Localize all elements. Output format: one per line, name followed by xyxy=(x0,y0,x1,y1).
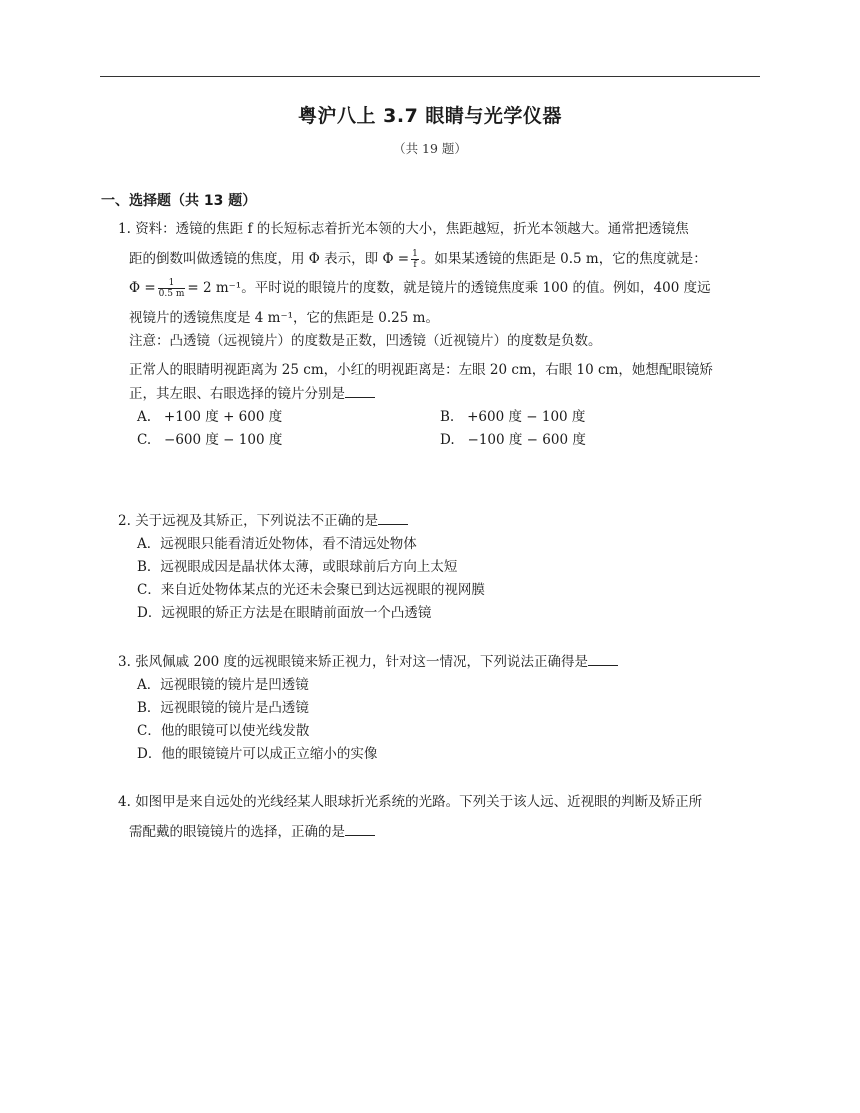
option-c[interactable]: C．他的眼镜可以使光线发散 xyxy=(137,723,310,739)
option-b[interactable]: B．远视眼镜的镜片是凸透镜 xyxy=(137,700,309,716)
answer-blank[interactable] xyxy=(345,383,375,398)
q2-stem: 2. 关于远视及其矫正，下列说法不正确的是 xyxy=(118,510,762,533)
question-3 xyxy=(118,651,762,766)
section-heading: 一、选择题（共 13 题） xyxy=(101,193,257,209)
q1-line-1: 1. 资料：透镜的焦距 f 的长短标志着折光本领的大小，焦距越短，折光本领越大。通常把透镜焦 xyxy=(118,221,689,237)
question-2 xyxy=(118,510,762,625)
option-a[interactable]: A. +100 度 + 600 度 xyxy=(137,408,283,425)
q4-line-1: 4. 如图甲是来自远处的光线经某人眼球折光系统的光路。下列关于该人远、近视眼的判断及矫正所 xyxy=(118,794,703,810)
q1-line-2: 距的倒数叫做透镜的焦度，用 Φ 表示，即 Φ = $\frac{1}{f}$ 。如果某透镜的焦距是 0.5 m，它的焦度就是： xyxy=(129,248,707,270)
q1-line-3: Φ = $\frac{1}{0.5 m}$ = 2 m⁻¹。平时说的眼镜片的度数，就是镜片的透镜焦度乘 100 的值。例如，400 度远 xyxy=(129,278,711,299)
question-4 xyxy=(118,788,762,847)
option-c[interactable]: C. −600 度 − 100 度 xyxy=(137,431,283,448)
option-a[interactable]: A．远视眼镜的镜片是凹透镜 xyxy=(137,677,309,693)
fraction-1-over-f: $\frac{1}{f}$ xyxy=(412,248,418,270)
answer-blank[interactable] xyxy=(378,510,408,525)
option-d[interactable]: D．他的眼镜镜片可以成正立缩小的实像 xyxy=(137,746,378,762)
document-title: 粤沪八上 3.7 眼睛与光学仪器 xyxy=(298,105,562,127)
option-b[interactable]: B. +600 度 − 100 度 xyxy=(440,408,586,425)
q1-options-row-1 xyxy=(118,406,762,429)
option-a[interactable]: A．远视眼只能看清近处物体，看不清远处物体 xyxy=(137,536,417,552)
question-1 xyxy=(118,215,762,452)
q1-options-row-2 xyxy=(118,429,762,452)
option-b[interactable]: B．远视眼成因是晶状体太薄，或眼球前后方向上太短 xyxy=(137,559,458,575)
option-d[interactable]: D．远视眼的矫正方法是在眼睛前面放一个凸透镜 xyxy=(137,605,432,621)
q4-line-2: 需配戴的眼镜镜片的选择，正确的是 xyxy=(118,818,762,848)
question-count: （共 19 题） xyxy=(393,141,467,156)
option-c[interactable]: C．来自近处物体某点的光还未会聚已到达远视眼的视网膜 xyxy=(137,582,485,598)
q3-stem: 3. 张风佩戚 200 度的远视眼镜来矫正视力，针对这一情况，下列说法正确得是 xyxy=(118,651,762,674)
answer-blank[interactable] xyxy=(588,651,618,666)
question-number: 1. xyxy=(118,221,131,237)
q1-line-7: 正，其左眼、右眼选择的镜片分别是 xyxy=(118,383,762,406)
q1-line-4: 视镜片的透镜焦度是 4 m⁻¹，它的焦距是 0.25 m。 xyxy=(129,309,439,326)
option-d[interactable]: D. −100 度 − 600 度 xyxy=(440,431,586,448)
q1-line-6: 正常人的眼睛明视距离为 25 cm，小红的明视距离是：左眼 20 cm，右眼 10 cm，她想配眼镜矫 xyxy=(129,362,713,378)
q1-note: 注意：凸透镜（远视镜片）的度数是正数，凹透镜（近视镜片）的度数是负数。 xyxy=(129,333,602,349)
fraction-1-over-half-m: $\frac{1}{0.5 m}$ xyxy=(158,278,185,299)
answer-blank[interactable] xyxy=(345,821,375,836)
header-rule xyxy=(100,76,760,77)
